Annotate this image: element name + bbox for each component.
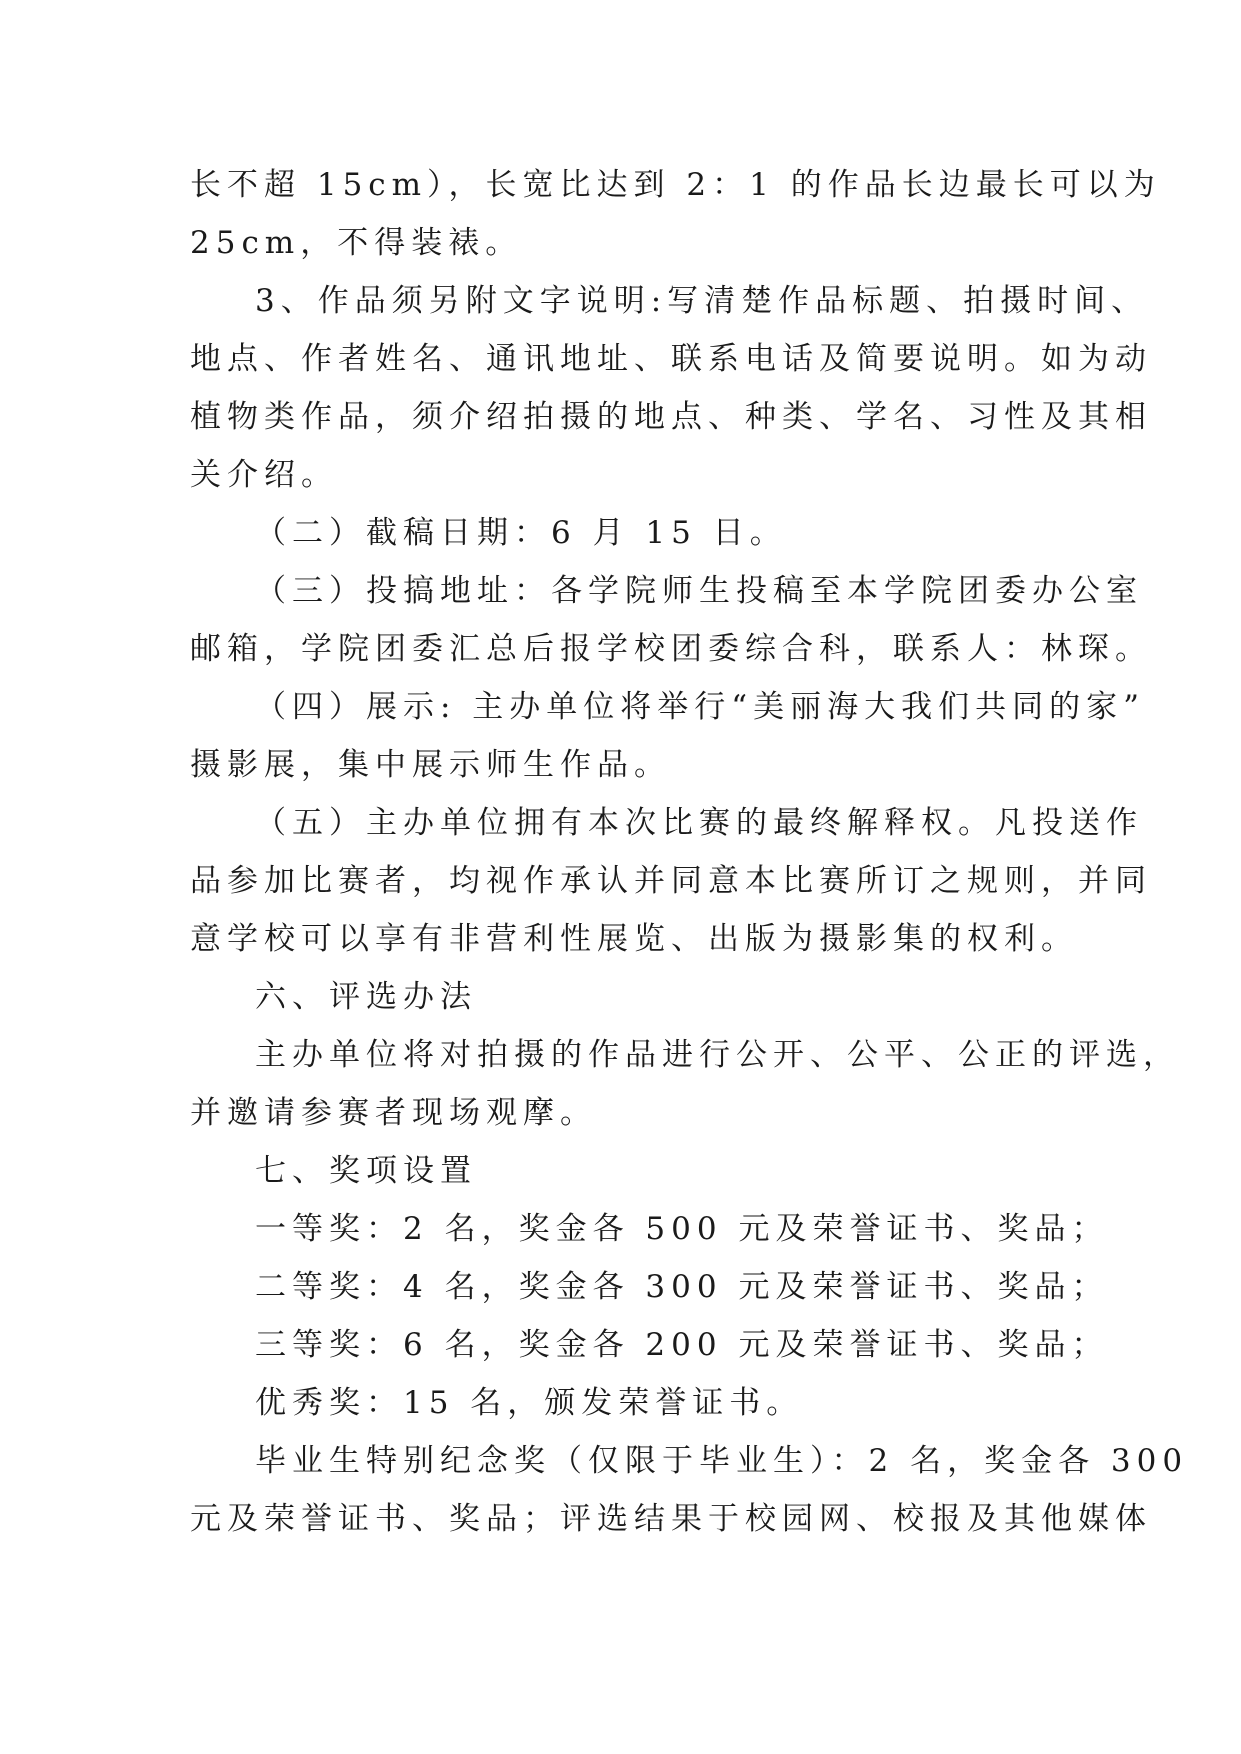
text-line: 邮箱，学院团委汇总后报学校团委综合科，联系人：林琛。 xyxy=(190,631,1152,667)
text-line: 毕业生特别纪念奖（仅限于毕业生）：2 名，奖金各 300 xyxy=(255,1443,1189,1479)
text-line: 意学校可以享有非营利性展览、出版为摄影集的权利。 xyxy=(190,921,1078,957)
text-line: （三）投搞地址：各学院师生投稿至本学院团委办公室 xyxy=(255,573,1143,609)
text-line: 主办单位将对拍摄的作品进行公开、公平、公正的评选， xyxy=(255,1037,1180,1073)
text-line: 元及荣誉证书、奖品；评选结果于校园网、校报及其他媒体 xyxy=(190,1501,1152,1537)
text-line: 3、作品须另附文字说明:写清楚作品标题、拍摄时间、 xyxy=(255,283,1149,319)
text-line: 植物类作品，须介绍拍摄的地点、种类、学名、习性及其相 xyxy=(190,399,1152,435)
text-line: 25cm，不得装裱。 xyxy=(190,225,523,261)
text-line: 摄影展，集中展示师生作品。 xyxy=(190,747,671,783)
text-line: 并邀请参赛者现场观摩。 xyxy=(190,1095,597,1131)
text-line: 关介绍。 xyxy=(190,457,338,493)
text-line: 长不超 15cm），长宽比达到 2：1 的作品长边最长可以为 xyxy=(190,167,1161,203)
text-line: （四）展示: 主办单位将举行“美丽海大我们共同的家” xyxy=(255,689,1145,725)
text-line: （二）截稿日期：6 月 15 日。 xyxy=(255,515,787,551)
text-line: （五）主办单位拥有本次比赛的最终解释权。凡投送作 xyxy=(255,805,1143,841)
text-line: 品参加比赛者，均视作承认并同意本比赛所订之规则，并同 xyxy=(190,863,1152,899)
text-line: 三等奖：6 名，奖金各 200 元及荣誉证书、奖品； xyxy=(255,1327,1109,1363)
text-line: 优秀奖：15 名，颁发荣誉证书。 xyxy=(255,1385,804,1421)
section-heading: 七、奖项设置 xyxy=(255,1153,477,1189)
text-line: 二等奖：4 名，奖金各 300 元及荣誉证书、奖品； xyxy=(255,1269,1109,1305)
section-heading: 六、评选办法 xyxy=(255,979,477,1015)
text-line: 地点、作者姓名、通讯地址、联系电话及简要说明。如为动 xyxy=(190,341,1152,377)
text-line: 一等奖：2 名，奖金各 500 元及荣誉证书、奖品； xyxy=(255,1211,1109,1247)
